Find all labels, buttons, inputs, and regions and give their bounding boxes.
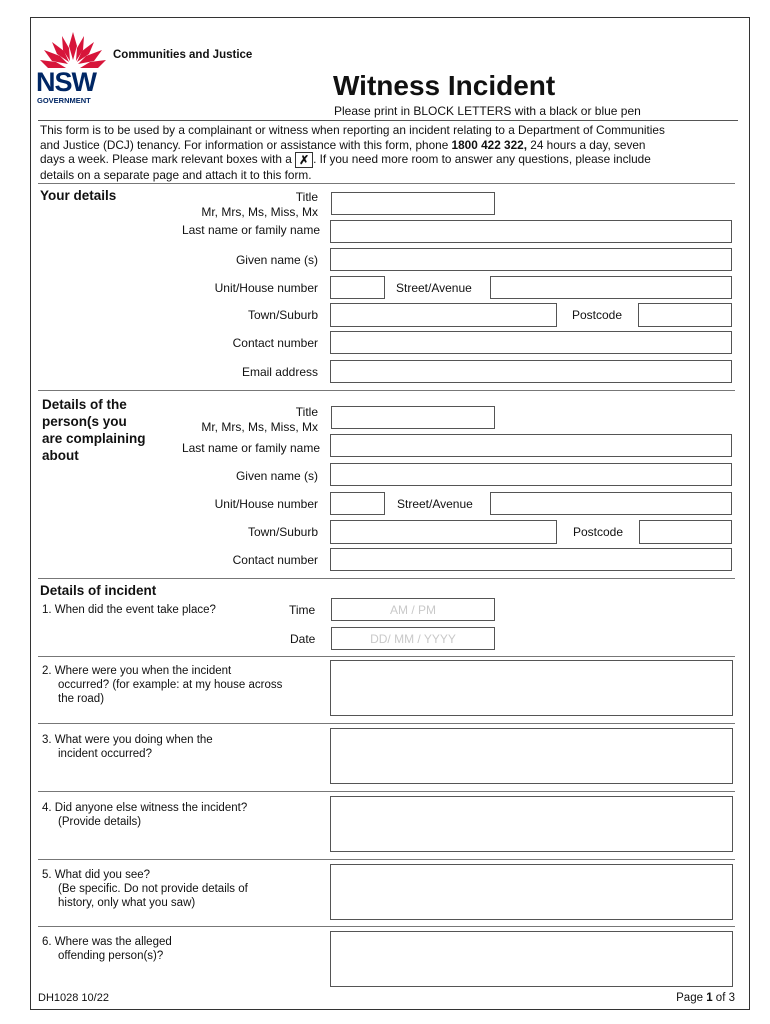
question-5 <box>42 868 248 910</box>
postcode-label: Postcode <box>572 308 623 322</box>
intro-line-2a: and Justice (DCJ) tenancy. For information or assistance with this form, phone <box>40 137 452 152</box>
town-field[interactable] <box>330 303 557 327</box>
intro-line-2b: 24 hours a day, seven <box>527 137 646 152</box>
answer-5-field[interactable] <box>330 864 733 920</box>
question-line: incident occurred? <box>58 748 152 760</box>
town-label: Town/Suburb <box>247 308 318 322</box>
street-label: Street/Avenue <box>396 281 472 295</box>
person-unit-label: Unit/House number <box>214 497 318 511</box>
intro-line-2 <box>40 138 665 153</box>
answer-4-field[interactable] <box>330 796 733 852</box>
person-street-label: Street/Avenue <box>397 497 473 511</box>
question-6 <box>42 935 172 963</box>
email-field[interactable] <box>330 360 732 383</box>
postcode-field[interactable] <box>638 303 732 327</box>
date-label: Date <box>290 632 316 646</box>
time-field[interactable]: AM / PM <box>331 598 495 621</box>
phone-number: 1800 422 322, <box>451 137 527 152</box>
nsw-logo-text: NSW <box>36 67 96 97</box>
waratah-icon <box>36 30 110 72</box>
person-title-hint: Mr, Mrs, Ms, Miss, Mx <box>201 420 318 434</box>
title-hint: Mr, Mrs, Ms, Miss, Mx <box>201 205 318 219</box>
section-divider <box>38 183 735 184</box>
answer-3-field[interactable] <box>330 728 733 784</box>
page-number <box>676 992 735 1004</box>
intro-line-3 <box>40 152 665 168</box>
answer-2-field[interactable] <box>330 660 733 716</box>
date-field[interactable]: DD/ MM / YYYY <box>331 627 495 650</box>
question-3 <box>42 733 213 761</box>
person-town-label: Town/Suburb <box>247 525 318 539</box>
question-line: (Provide details) <box>58 816 142 828</box>
section-divider <box>38 926 735 927</box>
person-given-name-field[interactable] <box>330 463 732 486</box>
question-4 <box>42 801 247 829</box>
answer-6-field[interactable] <box>330 931 733 987</box>
cross-mark-icon: ✗ <box>295 152 313 168</box>
section-divider <box>38 791 735 792</box>
person-title-label: Title <box>295 405 318 419</box>
person-postcode-field[interactable] <box>639 520 732 544</box>
question-line: 2. Where were you when the incident <box>42 665 232 677</box>
given-name-field[interactable] <box>330 248 732 271</box>
question-line: the road) <box>58 693 105 705</box>
unit-field[interactable] <box>330 276 385 299</box>
person-contact-field[interactable] <box>330 548 732 571</box>
person-last-name-field[interactable] <box>330 434 732 457</box>
question-line: (Be specific. Do not provide details of <box>58 883 248 895</box>
person-heading-line: Details of the <box>42 397 127 412</box>
question-2 <box>42 664 282 706</box>
page-title: Witness Incident <box>333 70 556 101</box>
title-field[interactable] <box>331 192 495 215</box>
your-details-heading: Your details <box>40 188 117 203</box>
contact-label: Contact number <box>232 336 318 350</box>
section-divider <box>38 859 735 860</box>
person-last-name-label: Last name or family name <box>181 441 320 455</box>
section-divider <box>38 656 735 657</box>
question-line: 4. Did anyone else witness the incident? <box>42 802 248 814</box>
question-line: 3. What were you doing when the <box>42 734 213 746</box>
last-name-field[interactable] <box>330 220 732 243</box>
section-divider <box>38 723 735 724</box>
section-divider <box>38 578 735 579</box>
page-current: 1 <box>706 992 713 1004</box>
person-title-field[interactable] <box>331 406 495 429</box>
header-divider <box>38 120 738 121</box>
person-heading-line: person(s you <box>42 414 127 429</box>
page-prefix: Page <box>676 992 707 1004</box>
government-logo-text: GOVERNMENT <box>37 96 91 105</box>
question-line: occurred? (for example: at my house across <box>58 679 283 691</box>
page-total: 3 <box>728 992 735 1004</box>
person-contact-label: Contact number <box>232 553 318 567</box>
form-code: DH1028 10/22 <box>38 992 109 1004</box>
title-label: Title <box>295 190 318 204</box>
unit-label: Unit/House number <box>214 281 318 295</box>
street-field[interactable] <box>490 276 732 299</box>
question-line: 6. Where was the alleged <box>42 936 172 948</box>
incident-heading: Details of incident <box>40 583 157 598</box>
person-unit-field[interactable] <box>330 492 385 515</box>
intro-line-3a: days a week. Please mark relevant boxes with a <box>40 152 292 167</box>
page-subtitle: Please print in BLOCK LETTERS with a black or blue pen <box>334 104 641 118</box>
last-name-label: Last name or family name <box>181 223 320 237</box>
person-heading-line: are complaining <box>42 431 146 446</box>
given-name-label: Given name (s) <box>235 253 318 267</box>
section-divider <box>38 390 735 391</box>
page-mid: of <box>712 992 729 1004</box>
intro-line-4: details on a separate page and attach it to this form. <box>40 168 312 182</box>
intro-line-1: This form is to be used by a complainant or witness when reporting an incident relating to a Department of Communities <box>40 123 665 137</box>
intro-line-3b: . If you need more room to answer any questions, please include <box>313 152 651 167</box>
question-line: history, only what you saw) <box>58 897 196 909</box>
person-postcode-label: Postcode <box>573 525 624 539</box>
contact-field[interactable] <box>330 331 732 354</box>
person-given-name-label: Given name (s) <box>235 469 318 483</box>
question-1: 1. When did the event take place? <box>42 604 216 616</box>
person-details-heading <box>42 396 146 464</box>
email-label: Email address <box>241 365 318 379</box>
person-heading-line: about <box>42 448 79 463</box>
time-label: Time <box>289 603 316 617</box>
question-line: offending person(s)? <box>58 950 164 962</box>
agency-name: Communities and Justice <box>113 49 253 61</box>
question-line: 5. What did you see? <box>42 869 151 881</box>
person-town-field[interactable] <box>330 520 557 544</box>
intro-text <box>40 123 665 183</box>
person-street-field[interactable] <box>490 492 732 515</box>
